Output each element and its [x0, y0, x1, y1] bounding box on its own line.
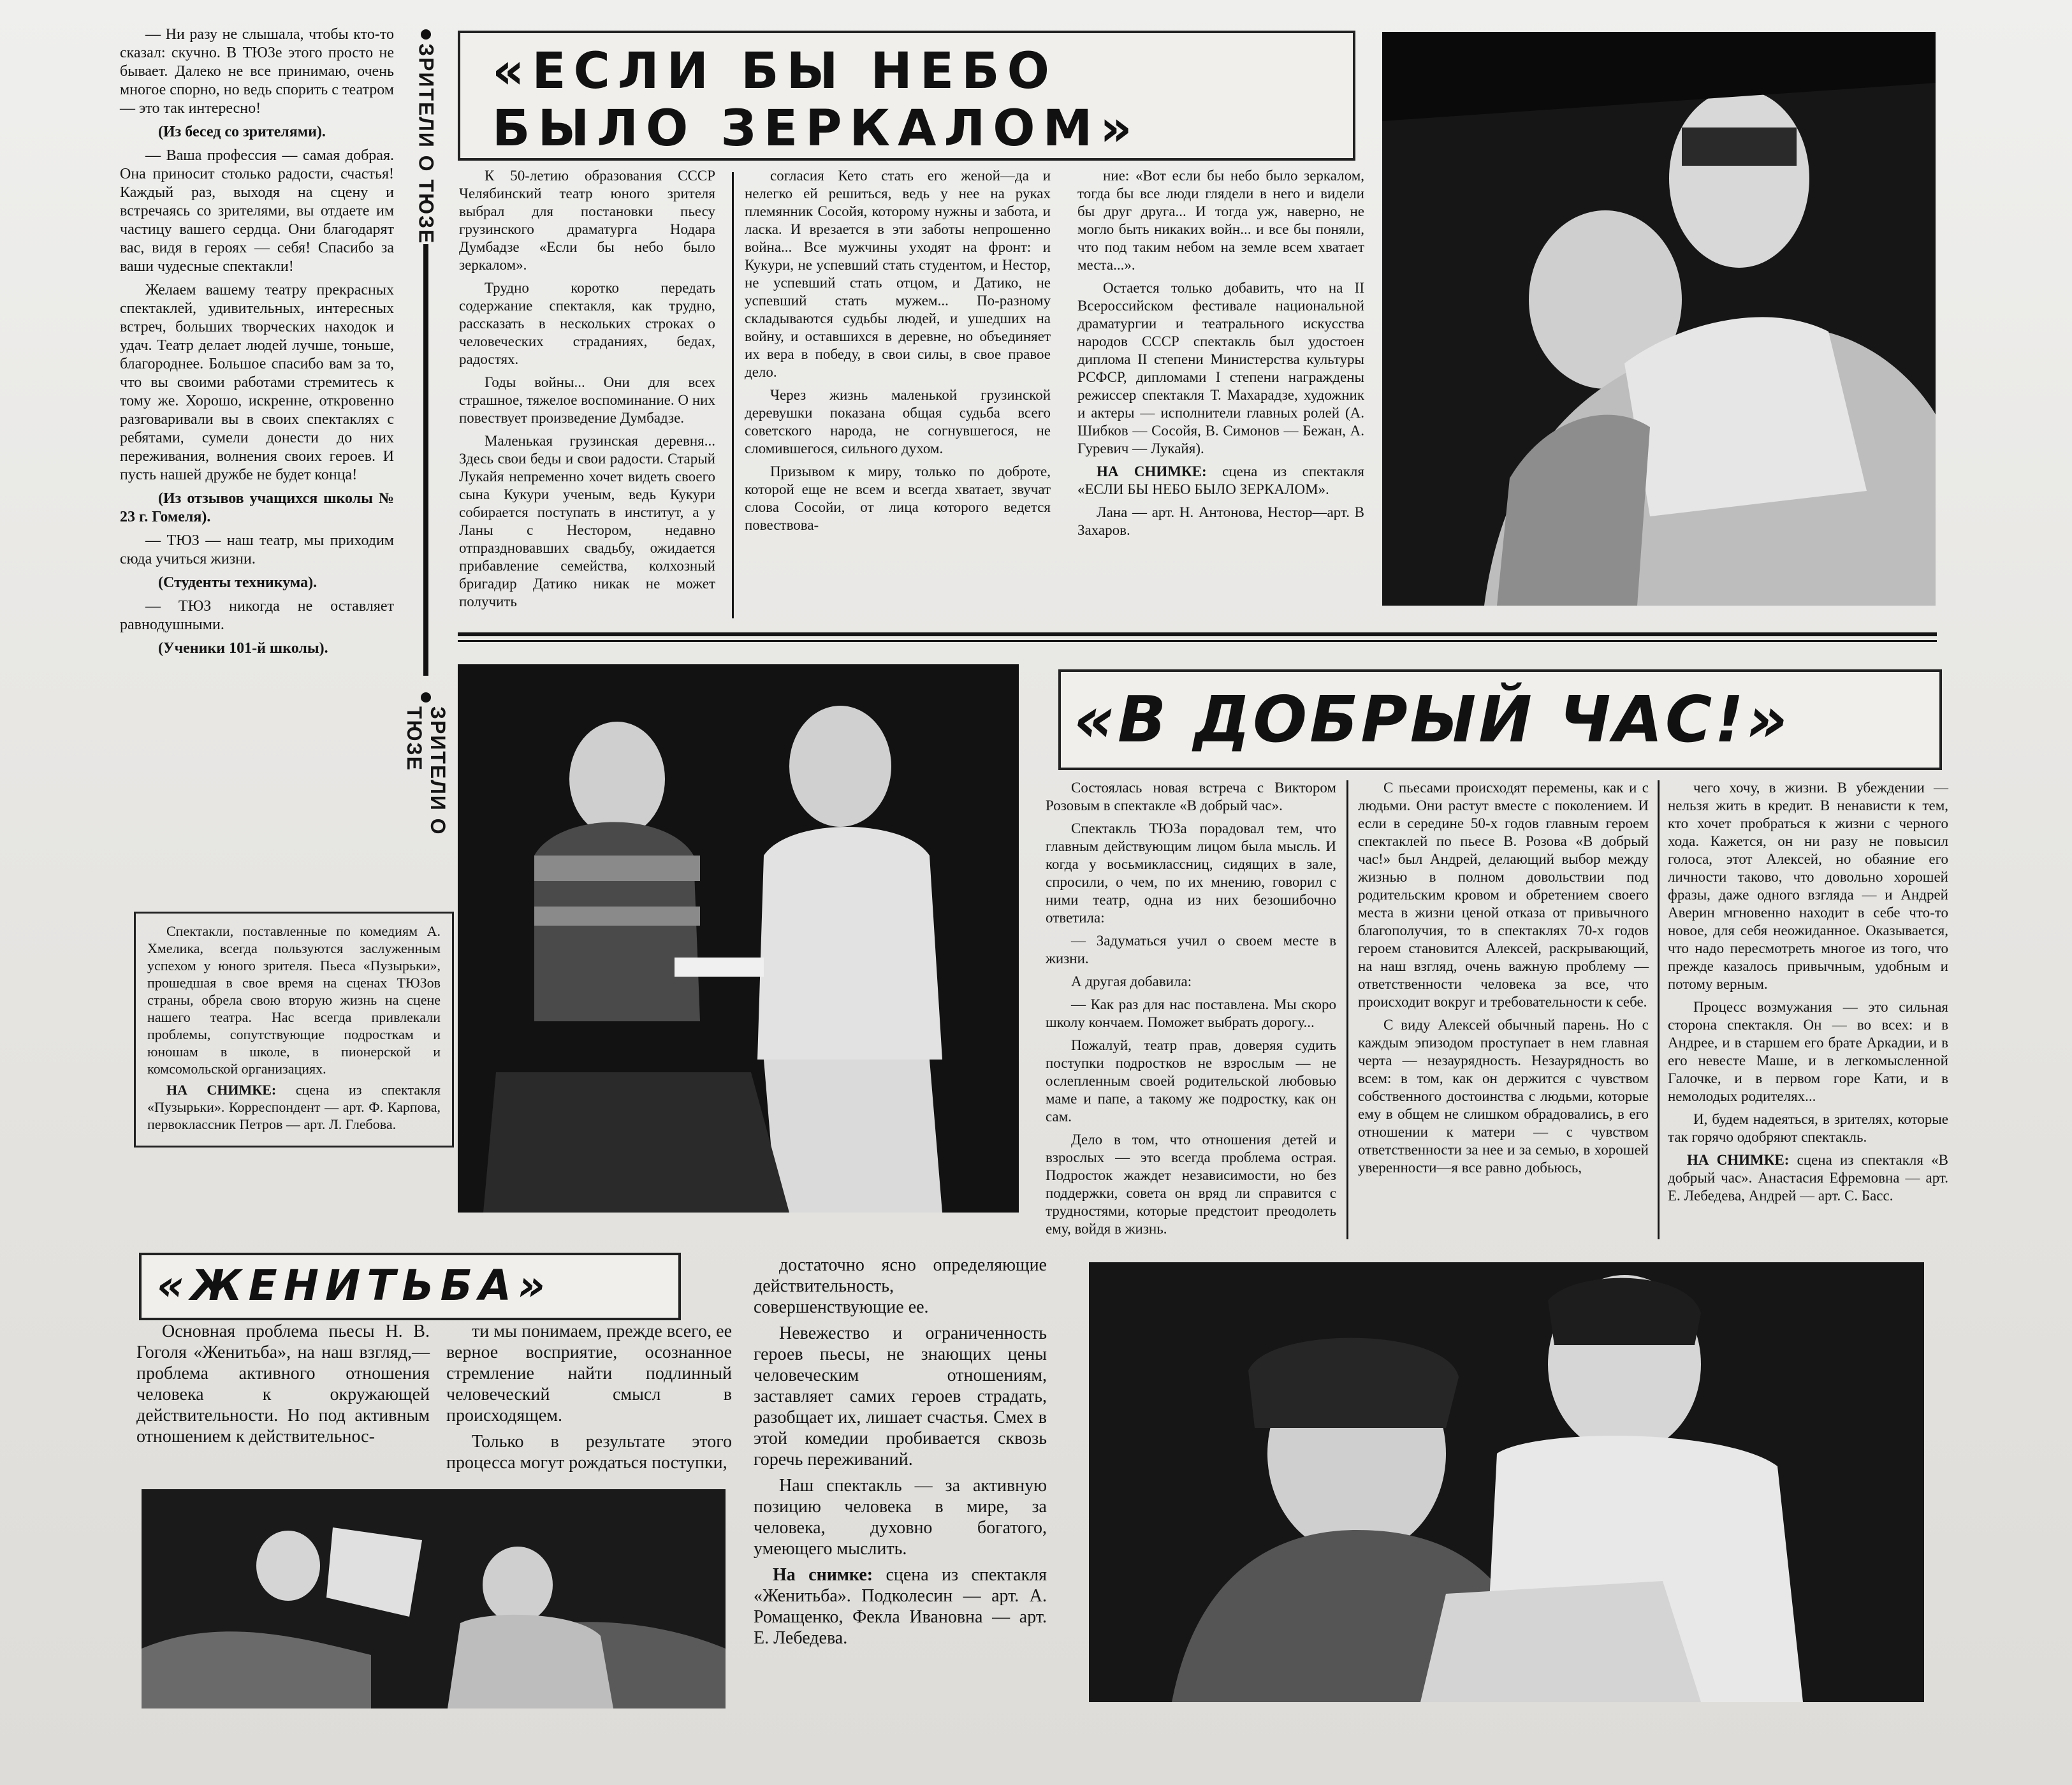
article1-paragraph: К 50-летию образования СССР Челябинский театр юного зрителя выбрал для постановки пьесу грузинского драматурга Нодара Думбадзе «Если бы небо было зеркалом».: [459, 168, 715, 273]
caption-text: сцена из спектакля «Женитьба». Подколесин — арт. А. Ромащенко, Фекла Ивановна — арт. Е. Лебедева.: [754, 1565, 1047, 1648]
vertical-heading-bottom: ЗРИТЕЛИ О ТЮЗЕ: [403, 706, 449, 836]
column-rule: [1346, 780, 1348, 1239]
review-source: (Из бесед со зрителями).: [158, 124, 326, 140]
article3-photo-caption: [754, 1564, 1047, 1649]
headline-box-article2: [1058, 669, 1942, 770]
review-text: Желаем вашему театру прекрасных спектаклей, удивительных, интересных встреч, больших творческих находок и удач. Театр делает людей лучше, тоньше, благороднее. Большое спасибо вам за то, что вы своими работами стремитесь к тому же. Хорошо, искренне, откровенно разговаривали вы в своих спектаклях с ребятами, сумели донести до них переживания, волнения своих героев. И пусть нашей дружбе не будет конца!: [120, 282, 394, 483]
review-source: (Ученики 101-й школы).: [158, 640, 328, 657]
photo-v-dobry-chas: [1089, 1262, 1924, 1702]
article2-photo-caption: [1668, 1151, 1948, 1205]
review-text: — Ни разу не слышала, чтобы кто-то сказал: скучно. В ТЮЗе этого просто не бывает. Далеко не все принимаю, очень многое спорно, но ведь спорить с театром — это так интересно!: [120, 26, 394, 117]
puzyri-paragraph: Спектакли, поставленные по комедиям А. Хмелика, всегда пользуются заслуженным успехом у юного зрителя. Пьеса «Пузырьки», прошедшая в свое время на сценах ТЮЗов страны, обрела свою вторую жизнь на сцене нашего театра. Нас всегда привлекали проблемы, сопутствующие подросткам и юношам в школе, в пионерской и комсомольской организациях.: [147, 923, 441, 1077]
vertical-rule: [423, 244, 428, 676]
article2-paragraph: чего хочу, в жизни. В убеждении — нельзя жить в кредит. В ненависти к тем, кто хочет пробраться к жизни с черного хода. Кажется, он ни разу не повысил голоса, этот Алексей, но обаяние его личности таково, что довольно хорошей фразы, даже одного взгляда — и Андрей Аверин мгновенно находит в себе что-то новое, для себя неожиданное. Оказывается, что надо пересмотреть многое из того, что прежде казалось привычным, удобным и потому верным.: [1668, 780, 1948, 992]
article1-photo-caption-cast: Лана — арт. Н. Антонова, Нестор—арт. В Захаров.: [1077, 504, 1364, 538]
article2-column-1: [1046, 779, 1336, 1243]
review-source: (Студенты техникума).: [158, 574, 317, 591]
article1-paragraph: Остается только добавить, что на II Всероссийском фестивале национальной драматургии и театрального искусства народов СССР спектакль был удостоен диплома II степени Министерства культуры РСФСР, дипломами I степени награждены режиссер спектакля Т. Махарадзе, художник и актеры — исполнители главных ролей (А. Шибков — Сосойя, В. Симонов — Бежан, А. Гуревич — Лукайя).: [1077, 280, 1364, 456]
article2-paragraph: С виду Алексей обычный парень. Но с каждым эпизодом проступает в нем главная черта — незаурядность. Незаурядность во всем: в том, как он держится с чувством собственного достоинства с людьми, которые ему в общем не слишком обрадовались, в его отношении к матери — с чувством ответственности за нее и за семью, в хорошей уверенности—я все равно добьюсь,: [1358, 1017, 1649, 1176]
photo-nebo-zerkalom: [1382, 32, 1936, 606]
headline-article2: «В ДОБРЫЙ ЧАС!»: [1074, 682, 1790, 757]
section-rule-bottom: [458, 640, 1937, 642]
photo-zhenitba: [142, 1489, 726, 1708]
review-text: — ТЮЗ — наш театр, мы приходим сюда учиться жизни.: [120, 532, 394, 567]
article1-paragraph: Годы войны... Они для всех страшное, тяжелое воспоминание. О них повествует произведение Думбадзе.: [459, 374, 715, 426]
article1-column-2: [745, 167, 1051, 539]
article1-paragraph: ние: «Вот если бы небо было зеркалом, тогда бы все люди глядели в него и видели бы друг друга... И тогда уж, наверно, не могло быть никаких войн... и все бы поняли, что под таким небом на земле всем хватает места...».: [1077, 168, 1364, 273]
article2-paragraph: Состоялась новая встреча с Виктором Розовым в спектакле «В добрый час».: [1046, 780, 1336, 813]
article2-column-3: [1668, 779, 1948, 1210]
article2-paragraph: Пожалуй, театр прав, доверяя судить поступки подростков не взрослым — не ослепленным своей родительской любовью маме и папе, а такому же подростку, как он сам.: [1046, 1037, 1336, 1125]
article1-paragraph: согласия Кето стать его женой—да и нелегко ей решиться, ведь у нее на руках племянник Сосойя, которому нужны и забота, и ласка. И врезается в эти заботы непрошенно война... Все мужчины уходят на фронт: и Кукури, не успевший стать студентом, и Нестор, не успевший стать отцом, и Датико, не успевший стать мужем... По-разному складываются судьбы людей, и ушедших на войну, и оставшихся в деревне, но объединяет их вера в победу, в свои силы, в свое правое дело.: [745, 168, 1051, 380]
article3-column-1: [136, 1321, 430, 1452]
headline-box-article3: [139, 1253, 681, 1320]
vertical-heading-strip-top: [413, 26, 439, 676]
article3-paragraph: Только в результате этого процесса могут рождаться поступки,: [446, 1432, 732, 1473]
article3-paragraph: ти мы понимаем, прежде всего, ее верное восприятие, осознанное стремление найти подлинный человеческий смысл в происходящем.: [446, 1322, 732, 1425]
caption-text: сцена из спектакля «В добрый час». Анастасия Ефремовна — арт. Е. Лебедева, Андрей — арт. С. Басс.: [1668, 1152, 1948, 1204]
caption-lead: НА СНИМКЕ:: [1687, 1152, 1790, 1168]
photo-puzyri: [458, 664, 1019, 1213]
sidebar-reviews: [120, 26, 394, 663]
caption-lead: НА СНИМКЕ:: [1097, 463, 1207, 479]
article1-paragraph: Через жизнь маленькой грузинской деревушки показана общая судьба всего советского народа, не согнувшегося, не сломившегося, сильного духом.: [745, 387, 1051, 456]
article3-column-3: [754, 1255, 1047, 1654]
review-source: (Из отзывов учащихся школы № 23 г. Гомеля).: [120, 490, 394, 525]
article1-paragraph: Маленькая грузинская деревня... Здесь свои беды и свои радости. Старый Лукайя непременно хочет видеть своего сына Кукури ученым, ведь Кукури собирается поступать в институт, а у Ланы с Нестором, недавно отпраздновавших свадьбу, ожидается прибавление семейства, колхозный бригадир Датико никак не может получить: [459, 433, 715, 609]
review-text: — ТЮЗ никогда не оставляет равнодушными.: [120, 598, 394, 633]
headline-article3: «ЖЕНИТЬБА»: [157, 1261, 551, 1310]
article3-paragraph: Наш спектакль — за активную позицию человека в мире, за человека, духовно богатого, умеющего мыслить.: [754, 1476, 1047, 1559]
bullet-dot: [421, 692, 431, 703]
article1-column-1: [459, 167, 715, 616]
article3-paragraph: Основная проблема пьесы Н. В. Гоголя «Женитьба», на наш взгляд,— проблема активного отношения человека к окружающей действительности. Но под активным отношением к действительнос-: [136, 1322, 430, 1446]
headline-article1-line2: БЫЛО ЗЕРКАЛОМ»: [492, 100, 1140, 157]
article1-column-3: [1077, 167, 1364, 544]
vertical-heading-strip-bottom: [403, 688, 449, 905]
article3-paragraph: Невежество и ограниченность героев пьесы, не знающих цены человеческим отношениям, заставляет самих героев страдать, разобщает их, лишает счастья. Смех в этой комедии пробивается сквозь горечь переживаний.: [754, 1323, 1047, 1469]
article2-paragraph: Спектакль ТЮЗа порадовал тем, что главным действующим лицом была мысль. И когда у восьмиклассниц, сидящих в зале, спросили, о чем, по их мнению, говорил с ними театр, одна из них безошибочно ответила:: [1046, 820, 1336, 926]
article1-photo-caption: [1077, 463, 1364, 499]
headline-article1-line1: «ЕСЛИ БЫ НЕБО: [492, 43, 1057, 100]
article2-paragraph: С пьесами происходят перемены, как и с людьми. Они растут вместе с поколением. И если в середине 50-х годов главным героем спектаклей по пьесе В. Розова «В добрый час!» был Андрей, делающий выбор между жизнью в полном довольствии под родительским кровом и обретением своего места в жизни ценой отказа от привычного благополучия, то в спектаклях 70-х годов героем становится Алексей, раскрывающий, на наш взгляд, очень важную проблему — ответственности человека за все, что происходит вокруг и требовательности к себе.: [1358, 780, 1649, 1010]
caption-lead: На снимке:: [773, 1565, 873, 1585]
column-rule: [732, 172, 734, 618]
column-rule: [1658, 780, 1660, 1239]
caption-lead: НА СНИМКЕ:: [166, 1082, 277, 1098]
puzyri-info-box: [134, 912, 454, 1148]
article2-paragraph: — Задуматься учил о своем месте в жизни.: [1046, 933, 1336, 966]
bullet-dot: [421, 29, 431, 40]
article2-paragraph: Процесс возмужания — это сильная сторона спектакля. Он — во всех: и в Андрее, и в старшем его брате Аркадии, и в его невесте Маше, и в легкомысленной Галочке, и в первом горе Кати, и в немолодых родителях...: [1668, 999, 1948, 1104]
caption-text: сцена из спектакля «Пузырьки». Корреспондент — арт. Ф. Карпова, первоклассник Петров — арт. Л. Глебова.: [147, 1082, 441, 1132]
article3-paragraph: достаточно ясно определяющие действительность, совершенствующие ее.: [754, 1255, 1047, 1317]
article3-column-2: [446, 1321, 732, 1478]
review-text: — Ваша профессия — самая добрая. Она приносит столько радости, счастья! Каждый раз, выходя на сцену и встречаясь со зрителями, вы отдаете им частицу вашего сердца. Они благодарят вас, видя в героях — себя! Спасибо за ваши чудесные спектакли!: [120, 147, 394, 275]
article1-paragraph: Призывом к миру, только по доброте, которой еще не всем и всегда хватает, звучат слова Сосойи, от лица которого ведется повествова-: [745, 463, 1051, 533]
article2-paragraph: — Как раз для нас поставлена. Мы скоро школу кончаем. Поможет выбрать дорогу...: [1046, 996, 1336, 1030]
caption-text: сцена из спектакля «ЕСЛИ БЫ НЕБО БЫЛО ЗЕРКАЛОМ».: [1077, 463, 1364, 497]
puzyri-photo-caption: [147, 1081, 441, 1133]
article2-paragraph: А другая добавила:: [1071, 973, 1192, 989]
article2-paragraph: Дело в том, что отношения детей и взрослых — это всегда проблема острая. Подросток жаждет независимости, но без поддержки, совета он вряд ли справится с трудностями, которые предстоит преодолеть ему, войдя в жизнь.: [1046, 1132, 1336, 1237]
vertical-heading-top: ЗРИТЕЛИ О ТЮЗЕ: [414, 43, 438, 245]
article2-paragraph: И, будем надеяться, в зрителях, которые так горячо одобряют спектакль.: [1668, 1111, 1948, 1145]
article1-paragraph: Трудно коротко передать содержание спектакля, как трудно, рассказать в нескольких строках о человеческих страданиях, бедах, радостях.: [459, 280, 715, 367]
article2-column-2: [1358, 779, 1649, 1182]
section-rule-top: [458, 632, 1937, 636]
headline-box-article1: [458, 31, 1355, 161]
